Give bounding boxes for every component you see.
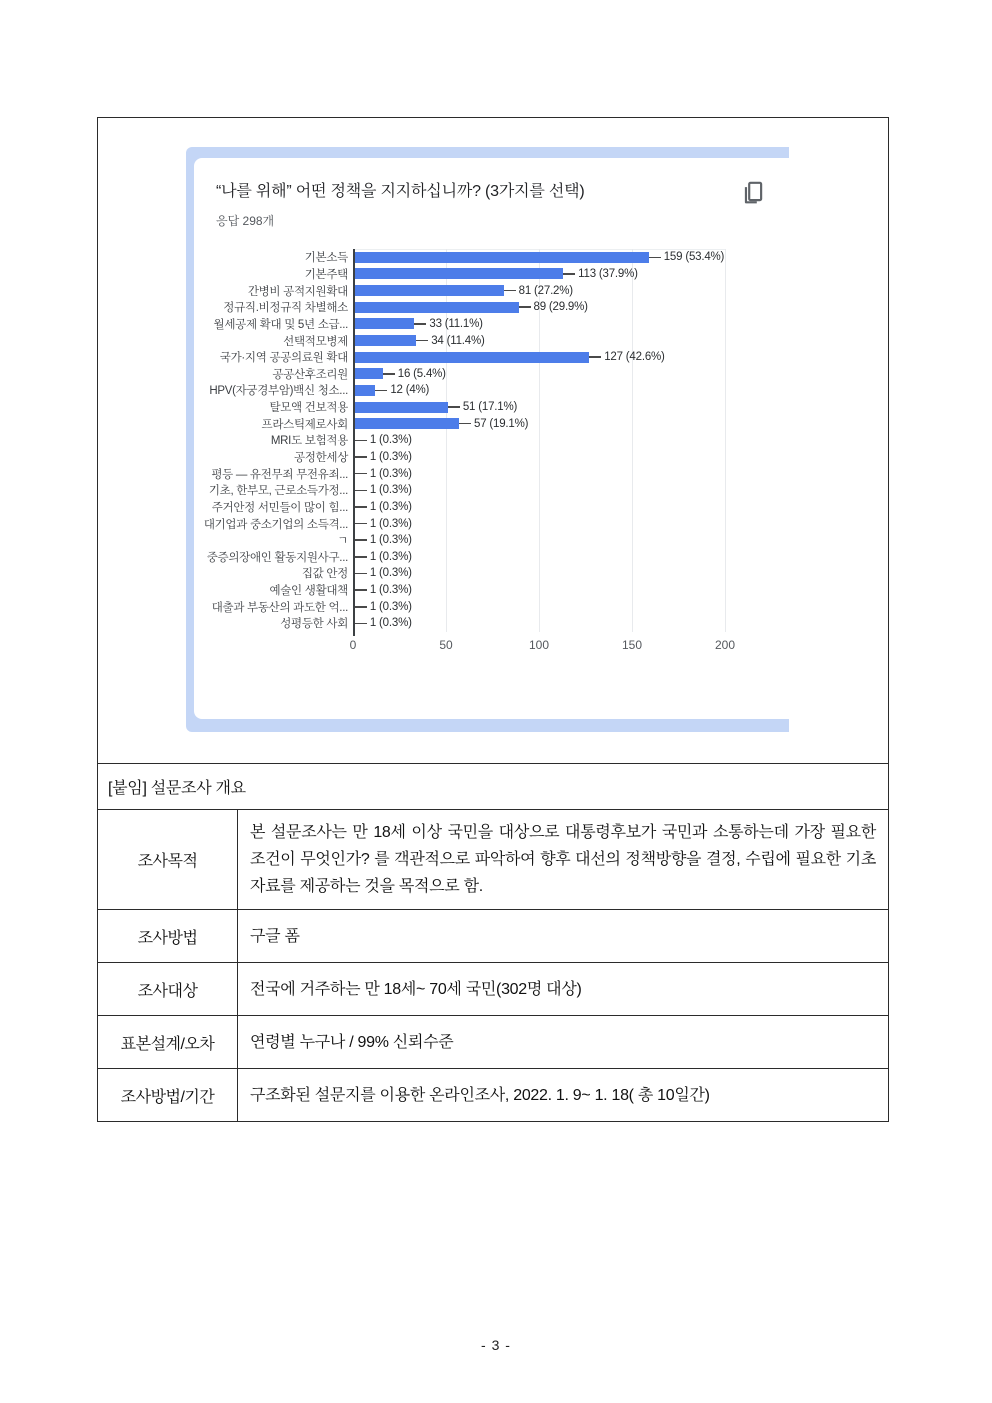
- chart-cell: [98, 118, 888, 763]
- value-label: 34 (11.4%): [431, 334, 485, 347]
- bar: [353, 285, 504, 296]
- chart-bar-row: [194, 266, 789, 283]
- category-label: 프라스틱제로사회: [261, 418, 348, 431]
- chart-bar-row: [194, 465, 789, 482]
- table-row-sampling: [98, 1015, 888, 1068]
- table-row-target: [98, 962, 888, 1015]
- bar-area: [353, 415, 789, 432]
- value-whisker: [355, 506, 367, 508]
- value-label: 1 (0.3%): [369, 600, 412, 613]
- chart-bar-row: [194, 499, 789, 516]
- value-whisker: [589, 356, 601, 358]
- value-whisker: [355, 456, 367, 458]
- category-label: 평등 — 유전무죄 무전유죄...: [211, 468, 348, 481]
- chart-title: “나를 위해” 어떤 정책을 지지하십니까? (3가지를 선택): [216, 183, 585, 200]
- chart-bar-row: [194, 399, 789, 416]
- value-label: 12 (4%): [390, 384, 430, 397]
- category-label: 주거안정 서민들이 많이 힘...: [211, 501, 348, 514]
- table-header-label: [붙임] 설문조사 개요: [108, 780, 246, 797]
- table-row-purpose: [98, 809, 888, 909]
- x-tick-label: 0: [349, 638, 357, 652]
- chart-bar-row: [194, 549, 789, 566]
- value-label: 159 (53.4%): [663, 251, 725, 264]
- chart-bar-row: [194, 299, 789, 316]
- value-whisker: [355, 490, 367, 492]
- value-whisker: [416, 340, 428, 342]
- bar: [353, 385, 375, 396]
- x-tick-label: 200: [714, 638, 736, 652]
- row-label: 조사방법/기간: [98, 1069, 238, 1121]
- category-label: 예술인 생활대책: [269, 585, 348, 598]
- bar-area: [353, 615, 789, 632]
- value-whisker: [355, 606, 367, 608]
- bar-area: [353, 349, 789, 366]
- category-label: 집값 안정: [301, 568, 348, 581]
- category-label: 정규직.비정규직 차별해소: [223, 302, 348, 315]
- row-value: 구조화된 설문지를 이용한 온라인조사, 2022. 1. 9~ 1. 18( 총 10일간): [250, 1086, 710, 1104]
- value-label: 1 (0.3%): [369, 434, 412, 447]
- value-label: 1 (0.3%): [369, 451, 412, 463]
- copy-button[interactable]: [739, 178, 767, 208]
- value-whisker: [563, 273, 575, 275]
- value-whisker: [459, 423, 471, 425]
- value-whisker: [519, 306, 531, 308]
- bar-area: [353, 249, 789, 266]
- bar-area: [353, 299, 789, 316]
- category-label: ㄱ: [337, 535, 348, 548]
- value-whisker: [355, 573, 367, 575]
- value-whisker: [375, 390, 387, 392]
- value-label: 1 (0.3%): [369, 500, 412, 513]
- chart-bar-row: [194, 282, 789, 299]
- table-header-row: [98, 763, 888, 809]
- value-whisker: [414, 323, 426, 325]
- category-label: 간병비 공적지원확대: [247, 285, 348, 298]
- bar-area: [353, 549, 789, 566]
- y-axis-line: [353, 249, 355, 636]
- value-label: 127 (42.6%): [604, 351, 665, 364]
- bar-area: [353, 399, 789, 416]
- row-label: 조사목적: [98, 810, 238, 909]
- category-label: 공정한세상: [293, 452, 348, 464]
- bar: [353, 335, 416, 346]
- value-whisker: [355, 623, 367, 625]
- value-label: 1 (0.3%): [369, 484, 412, 497]
- category-label: HPV(자궁경부암)백신 청소...: [209, 385, 348, 398]
- category-label: 탈모액 건보적용: [269, 402, 348, 415]
- attachment-table: [97, 117, 889, 1122]
- value-whisker: [355, 556, 367, 558]
- value-whisker: [448, 406, 460, 408]
- value-whisker: [355, 473, 367, 475]
- chart-response-count: 응답 298개: [216, 214, 275, 228]
- chart-bar-row: [194, 515, 789, 532]
- category-label: 성평등한 사회: [280, 618, 348, 631]
- bar-area: [353, 532, 789, 549]
- category-label: 기본주택: [304, 268, 348, 281]
- row-value: 구글 폼: [250, 927, 300, 945]
- chart-bar-row: [194, 349, 789, 366]
- bar: [353, 318, 414, 329]
- survey-chart-card: [194, 158, 789, 719]
- bar: [353, 302, 519, 313]
- row-label: 표본설계/오차: [98, 1016, 238, 1068]
- row-value: 연령별 누구나 / 99% 신뢰수준: [250, 1033, 454, 1051]
- value-whisker: [355, 523, 367, 525]
- bar-area: [353, 266, 789, 283]
- value-label: 1 (0.3%): [369, 584, 412, 597]
- bar: [353, 352, 589, 363]
- bar-chart: [194, 246, 789, 658]
- value-label: 1 (0.3%): [369, 550, 412, 563]
- chart-bar-row: [194, 598, 789, 615]
- value-label: 1 (0.3%): [369, 467, 412, 480]
- table-row-period: [98, 1068, 888, 1121]
- category-label: 국가·지역 공공의료원 확대: [219, 352, 348, 365]
- category-label: 대기업과 중소기업의 소득격...: [203, 518, 348, 531]
- page-number: - 3 -: [481, 1337, 511, 1353]
- value-whisker: [649, 257, 661, 259]
- bar-area: [353, 432, 789, 449]
- chart-bar-row: [194, 615, 789, 632]
- x-tick-label: 50: [439, 638, 453, 652]
- bar-area: [353, 316, 789, 333]
- x-tick-label: 150: [621, 638, 643, 652]
- table-row-method: [98, 909, 888, 962]
- chart-rows: [194, 249, 789, 632]
- value-label: 51 (17.1%): [462, 401, 518, 414]
- chart-bar-row: [194, 382, 789, 399]
- bar: [353, 402, 448, 413]
- bar-area: [353, 282, 789, 299]
- value-label: 16 (5.4%): [397, 367, 446, 380]
- value-label: 89 (29.9%): [533, 301, 588, 314]
- value-label: 1 (0.3%): [369, 534, 412, 547]
- category-label: 중증의장애인 활동지원사구...: [206, 551, 348, 564]
- value-label: 33 (11.1%): [429, 317, 483, 330]
- value-label: 1 (0.3%): [369, 517, 412, 530]
- bar-area: [353, 332, 789, 349]
- chart-bar-row: [194, 249, 789, 266]
- chart-bar-row: [194, 582, 789, 599]
- bar-area: [353, 515, 789, 532]
- chart-bar-row: [194, 415, 789, 432]
- bar-area: [353, 598, 789, 615]
- value-label: 1 (0.3%): [369, 567, 412, 580]
- value-whisker: [383, 373, 395, 375]
- bar-area: [353, 382, 789, 399]
- bar-area: [353, 565, 789, 582]
- category-label: 공공산후조리원: [272, 368, 348, 381]
- category-label: 대출과 부동산의 과도한 억...: [211, 601, 348, 614]
- value-whisker: [355, 589, 367, 591]
- row-label: 조사방법: [98, 910, 238, 962]
- value-whisker: [355, 539, 367, 541]
- chart-bar-row: [194, 332, 789, 349]
- row-label: 조사대상: [98, 963, 238, 1015]
- google-form-panel: [186, 147, 789, 732]
- chart-bar-row: [194, 365, 789, 382]
- bar: [353, 268, 563, 279]
- value-label: 1 (0.3%): [369, 617, 412, 630]
- chart-bar-row: [194, 432, 789, 449]
- row-value: 전국에 거주하는 만 18세~ 70세 국민(302명 대상): [250, 980, 582, 998]
- value-label: 113 (37.9%): [578, 267, 638, 280]
- category-label: 기초, 한부모, 근로소득가정...: [208, 485, 348, 498]
- value-whisker: [355, 440, 367, 442]
- bar-area: [353, 499, 789, 516]
- row-value: 본 설문조사는 만 18세 이상 국민을 대상으로 대통령후보가 국민과 소통하는데 가장 필요한 조건이 무엇인가? 를 객관적으로 파악하여 향후 대선의 정책방향을 결정, 수립에 필요한 기초자료를 제공하는 것을 목적으로 함.: [250, 824, 876, 895]
- chart-bar-row: [194, 482, 789, 499]
- bar: [353, 418, 459, 429]
- category-label: MRI도 보험적용: [270, 435, 348, 448]
- value-whisker: [504, 290, 516, 292]
- copy-icon: [740, 178, 766, 209]
- bar: [353, 368, 383, 379]
- chart-bar-row: [194, 565, 789, 582]
- chart-bar-row: [194, 316, 789, 333]
- bar-area: [353, 365, 789, 382]
- bar-area: [353, 449, 789, 466]
- chart-bar-row: [194, 449, 789, 466]
- category-label: 월세공제 확대 및 5년 소급...: [213, 318, 348, 331]
- bar-area: [353, 465, 789, 482]
- value-label: 81 (27.2%): [518, 284, 573, 297]
- category-label: 기본소득: [304, 252, 348, 265]
- bar: [353, 252, 649, 263]
- category-label: 선택적모병제: [283, 335, 348, 348]
- bar-area: [353, 482, 789, 499]
- x-tick-label: 100: [528, 638, 550, 652]
- chart-bar-row: [194, 532, 789, 549]
- bar-area: [353, 582, 789, 599]
- value-label: 57 (19.1%): [474, 417, 529, 430]
